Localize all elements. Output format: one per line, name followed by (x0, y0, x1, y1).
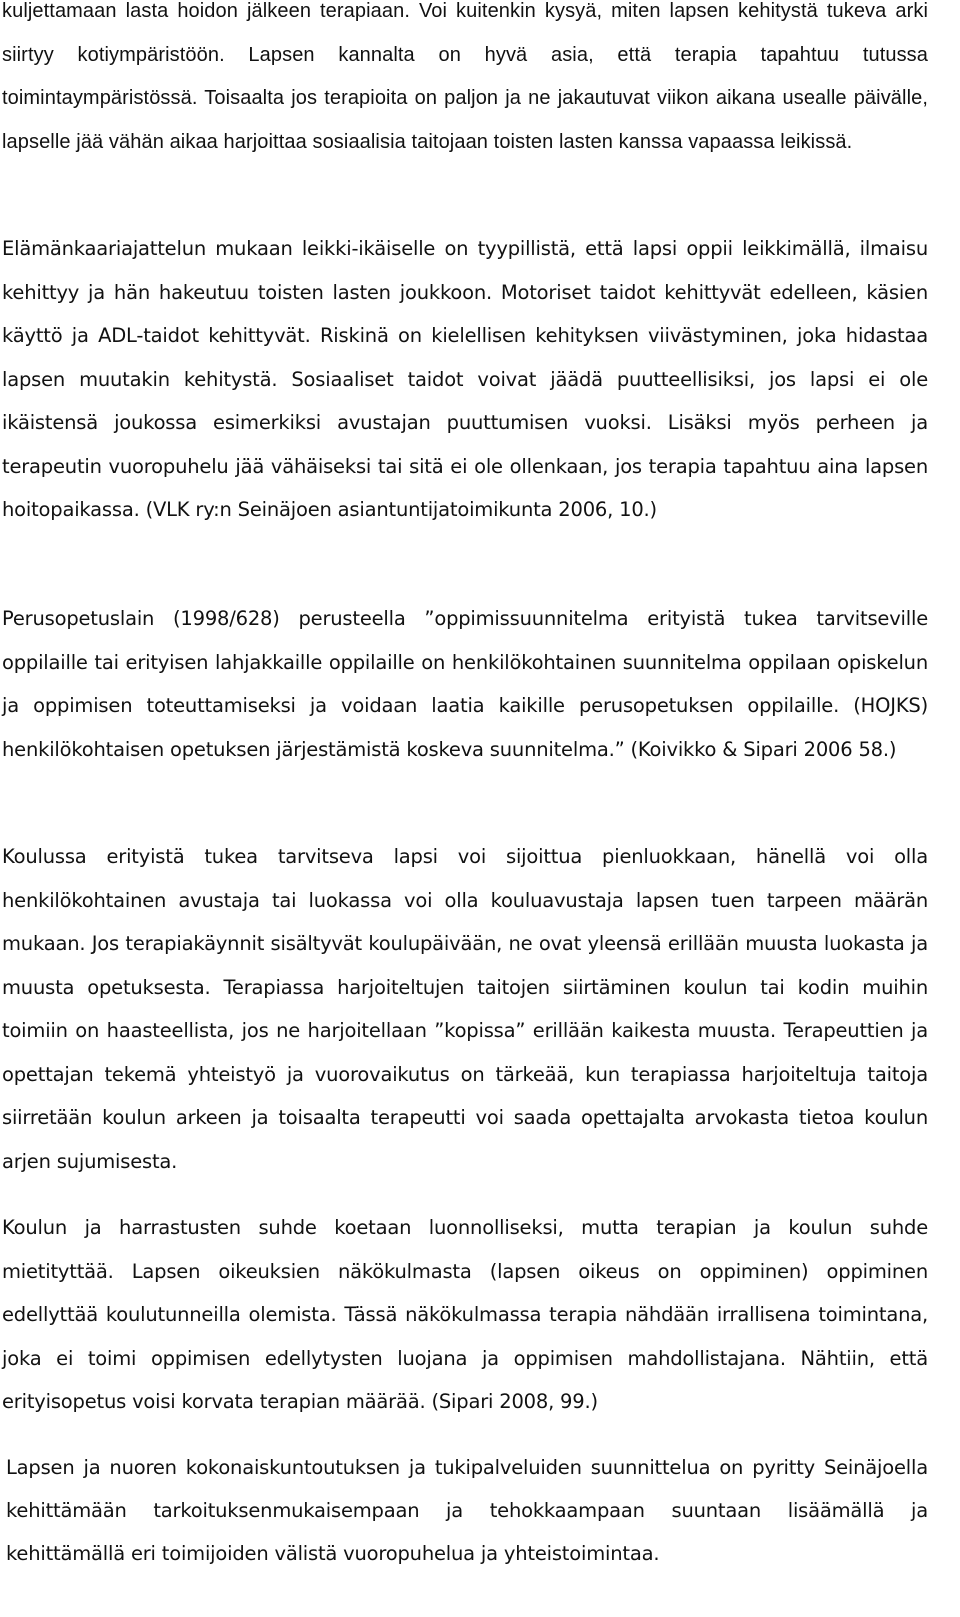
paragraph-life-span-thinking: Elämänkaariajattelun mukaan leikki-ikäiselle on tyypillistä, että lapsi oppii leikkimällä, ilmaisu kehittyy ja hän hakeutuu toisten lasten joukkoon. Motoriset taidot kehittyvät edelleen, käsien käyttö ja ADL-taidot kehittyvät. Riskinä on kielellisen kehityksen viivästyminen, joka hidastaa lapsen muutakin kehitystä. Sosiaaliset taidot voivat jäädä puutteellisiksi, jos lapsi ei ole ikäistensä joukossa esimerkiksi avustajan puuttumisen vuoksi. Lisäksi myös perheen ja terapeutin vuoropuhelu jää vähäiseksi tai sitä ei ole ollenkaan, jos terapia tapahtuu aina lapsen hoitopaikassa. (VLK ry:n Seinäjoen asiantuntijatoimikunta 2006, 10.) (2, 237, 928, 521)
paragraph-rehabilitation-planning: Lapsen ja nuoren kokonaiskuntoutuksen ja tukipalveluiden suunnittelua on pyritty Seinäjoella kehittämään tarkoituksenmukaisempaan ja tehokkaampaan suuntaan lisäämällä ja kehittämällä eri toimijoiden välistä vuoropuhelua ja yhteistoimintaa. (6, 1456, 928, 1565)
paragraph-basic-education-act: Perusopetuslain (1998/628) perusteella ”oppimissuunnitelma erityistä tukea tarvitseville oppilaille tai erityisen lahjakkaille oppilaille on henkilökohtainen suunnitelma oppilaan opiskelun ja oppimisen toteuttamiseksi ja voidaan laatia kaikille perusopetuksen oppilaille. (HOJKS) henkilökohtaisen opetuksen järjestämistä koskeva suunnitelma.” (Koivikko & Sipari 2006 58.) (2, 607, 928, 761)
paragraph-therapy-environment: kuljettamaan lasta hoidon jälkeen terapiaan. Voi kuitenkin kysyä, miten lapsen kehitystä tukeva arki siirtyy kotiympäristöön. Lapsen kannalta on hyvä asia, että terapia tapahtuu tutussa toimintaympäristössä. Toisaalta jos terapioita on paljon ja ne jakautuvat viikon aikana usealle päivälle, lapselle jää vähän aikaa harjoittaa sosiaalisia taitojaan toisten lasten kanssa vapaassa leikissä. (2, 0, 928, 153)
paragraph-school-and-hobbies: Koulun ja harrastusten suhde koetaan luonnolliseksi, mutta terapian ja koulun suhde mietityttää. Lapsen oikeuksien näkökulmasta (lapsen oikeus on oppiminen) oppiminen edellyttää koulutunneilla olemista. Tässä näkökulmassa terapia nähdään irrallisena toimintana, joka ei toimi oppimisen edellytysten luojana ja oppimisen mahdollistajana. Nähtiin, että erityisopetus voisi korvata terapian määrää. (Sipari 2008, 99.) (2, 1216, 928, 1413)
paragraph-school-support: Koulussa erityistä tukea tarvitseva lapsi voi sijoittua pienluokkaan, hänellä voi olla henkilökohtainen avustaja tai luokassa voi olla kouluavustaja lapsen tuen tarpeen määrän mukaan. Jos terapiakäynnit sisältyvät koulupäivään, ne ovat yleensä erillään muusta luokasta ja muusta opetuksesta. Terapiassa harjoiteltujen taitojen siirtäminen koulun tai kodin muihin toimiin on haasteellista, jos ne harjoitellaan ”kopissa” erillään kaikesta muusta. Terapeuttien ja opettajan tekemä yhteistyö ja vuorovaikutus on tärkeää, kun terapiassa harjoiteltuja taitoja siirretään koulun arkeen ja toisaalta terapeutti voi saada opettajalta arvokasta tietoa koulun arjen sujumisesta. (2, 845, 928, 1173)
